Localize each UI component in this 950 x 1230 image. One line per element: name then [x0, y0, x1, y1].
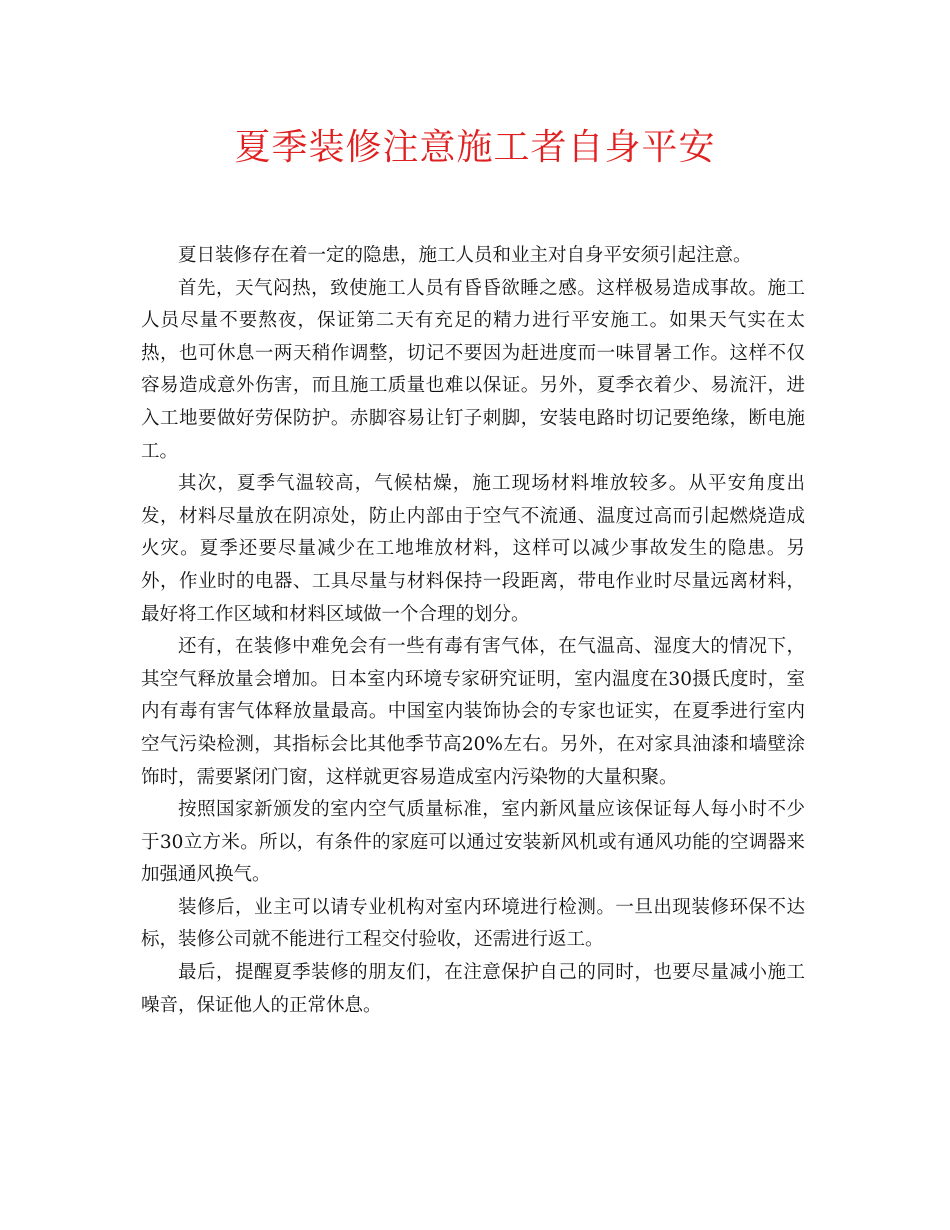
paragraph-first: 首先，天气闷热，致使施工人员有昏昏欲睡之感。这样极易造成事故。施工人员尽量不要熬夜，保证第二天有充足的精力进行平安施工。如果天气实在太热，也可休息一两天稍作调整，切记不要因为赶进度而一味冒暑工作。这样不仅容易造成意外伤害，而且施工质量也难以保证。另外，夏季衣着少、易流汗，进入工地要做好劳保防护。赤脚容易让钉子刺脚，安装电路时切记要绝缘，断电施工。: [141, 277, 805, 462]
paragraph-standard: 按照国家新颁发的室内空气质量标准，室内新风量应该保证每人每小时不少于30立方米。所以，有条件的家庭可以通过安装新风机或有通风功能的空调器来加强通风换气。: [141, 799, 805, 886]
paragraph-inspection: 装修后，业主可以请专业机构对室内环境进行检测。一旦出现装修环保不达标，装修公司就不能进行工程交付验收，还需进行返工。: [141, 896, 805, 951]
paragraph-final: 最后，提醒夏季装修的朋友们，在注意保护自己的同时，也要尽量减小施工噪音，保证他人的正常休息。: [141, 962, 805, 1016]
document-title: 夏季装修注意施工者自身平安: [234, 127, 716, 168]
paragraph-intro: 夏日装修存在着一定的隐患，施工人员和业主对自身平安须引起注意。: [178, 245, 752, 266]
paragraph-third: 还有，在装修中难免会有一些有毒有害气体，在气温高、湿度大的情况下，其空气释放量会增加。日本室内环境专家研究证明，室内温度在30摄氏度时，室内有毒有害气体释放量最高。中国室内装饰协会的专家也证实，在夏季进行室内空气污染检测，其指标会比其他季节高20%左右。另外，在对家具油漆和墙壁涂饰时，需要紧闭门窗，这样就更容易造成室内污染物的大量积聚。: [141, 636, 805, 788]
paragraph-second: 其次，夏季气温较高，气候枯燥，施工现场材料堆放较多。从平安角度出发，材料尽量放在阴凉处，防止内部由于空气不流通、温度过高而引起燃烧造成火灾。夏季还要尽量减少在工地堆放材料，这样可以减少事故发生的隐患。另外，作业时的电器、工具尽量与材料保持一段距离，带电作业时尽量远离材料，最好将工作区域和材料区域做一个合理的划分。: [141, 473, 805, 625]
document-body: [141, 240, 805, 1022]
